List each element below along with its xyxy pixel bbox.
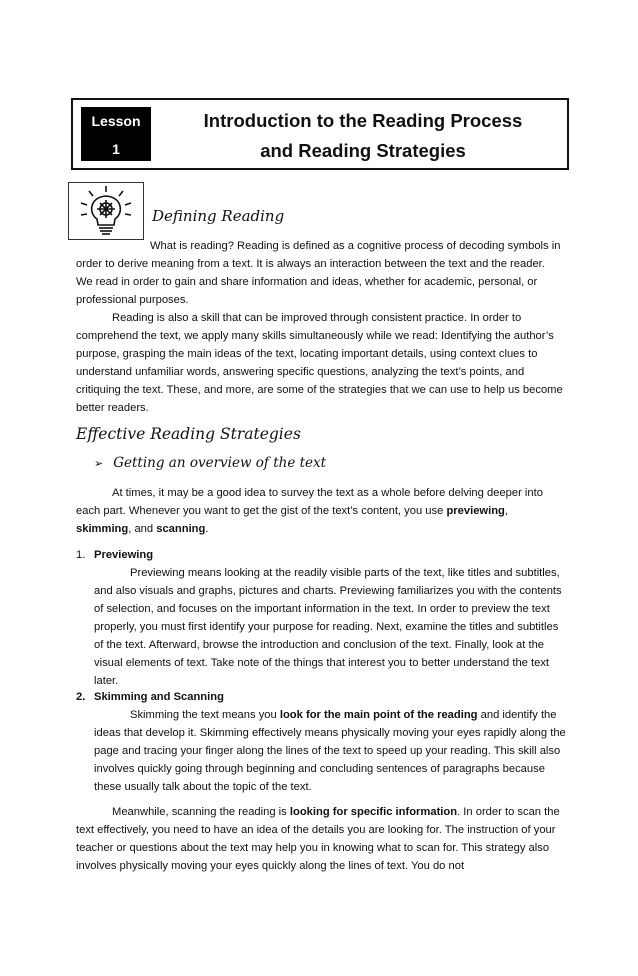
intro-scanning: scanning: [156, 523, 206, 535]
skim-text-a: Skimming the text means you: [130, 709, 280, 721]
defining-paragraph-1: [76, 237, 564, 309]
lightbulb-icon: [68, 182, 144, 240]
defining-p1-text: What is reading? Reading is defined as a cognitive process of decoding symbols in order to derive meaning from a text. It is always an interaction between the text and the reader. We read in order to gain and share information and ideas, whether for academic, personal, or professional purposes.: [76, 240, 561, 306]
arrow-bullet-icon: ➢: [94, 458, 104, 470]
list-item-skimming-scanning: [76, 688, 566, 796]
effective-strategies-heading: Effective Reading Strategies: [76, 425, 301, 443]
lesson-header: [71, 98, 569, 170]
intro-previewing: previewing: [446, 505, 505, 517]
scanning-paragraph: [76, 803, 564, 875]
list-item-previewing: [76, 546, 566, 690]
scan-text-bold: looking for specific information: [289, 806, 458, 818]
item-number: 2.: [76, 691, 86, 703]
lesson-label: Lesson: [91, 113, 141, 129]
overview-bullet: [94, 455, 326, 471]
scan-text-b: . In order to scan the text effectively, you need to have an idea of the details you are looking for. The instruction of your teacher or questions about the text may help you in knowing what to scan for. This strategy also involves physically moving your eyes quickly along the lines of text. You do not: [76, 806, 560, 872]
title-line-2: and Reading Strategies: [260, 140, 466, 161]
intro-comma: ,: [504, 505, 509, 517]
item-title: Skimming and Scanning: [94, 691, 224, 703]
defining-p2-text: Reading is also a skill that can be improved through consistent practice. In order to comprehend the text, we apply many skills simultaneously while we read: Identifying the author’s purpose, grasping the main ideas of the text, locating important details, using context clues to understand unfamiliar words, answering specific questions, analyzing the text’s points, and critiquing the text. These, and more, are some of the strategies that we can use to help us become better readers.: [76, 312, 563, 414]
intro-skimming: skimming: [76, 523, 129, 535]
overview-intro: [76, 484, 564, 538]
skim-text-bold: look for the main point of the reading: [279, 709, 478, 721]
defining-reading-heading: Defining Reading: [152, 207, 285, 225]
lesson-title: [163, 106, 563, 166]
item-body-text: Previewing means looking at the readily visible parts of the text, like titles and subtitles, and also visuals and graphs, pictures and charts. Previewing familiarizes you with the contents of selection, and focuses on the important information in the text. In order to preview the text properly, you must first identify your purpose for reading. Next, examine the titles and subtitles of the text. Afterward, browse the introduction and conclusion of the text. Finally, look at the visual elements of text. Take note of the things that interest you to better understand the text later.: [94, 567, 562, 687]
overview-bullet-text: Getting an overview of the text: [113, 455, 327, 471]
lesson-badge: [81, 107, 151, 161]
defining-paragraph-2: [76, 309, 564, 417]
intro-text: At times, it may be a good idea to survey the text as a whole before delving deeper into each part. Whenever you want to get the gist of the text’s content, you use: [76, 487, 543, 517]
lesson-number: 1: [112, 141, 120, 157]
title-line-1: Introduction to the Reading Process: [203, 110, 523, 131]
item-number: 1.: [76, 549, 86, 561]
item-title: Previewing: [94, 549, 154, 561]
item-body-text: [94, 706, 566, 796]
intro-period: .: [205, 523, 209, 535]
intro-and: , and: [128, 523, 157, 535]
skim-text-b: and identify the ideas that develop it. Skimming effectively means physically moving your eyes rapidly along the page and tracing your finger along the lines of the text to speed up your reading. This skill also involves quickly going through beginning and concluding sentences of paragraphs because these usually talk about the topic of the text.: [94, 709, 566, 793]
scan-text-a: Meanwhile, scanning the reading is: [112, 806, 290, 818]
